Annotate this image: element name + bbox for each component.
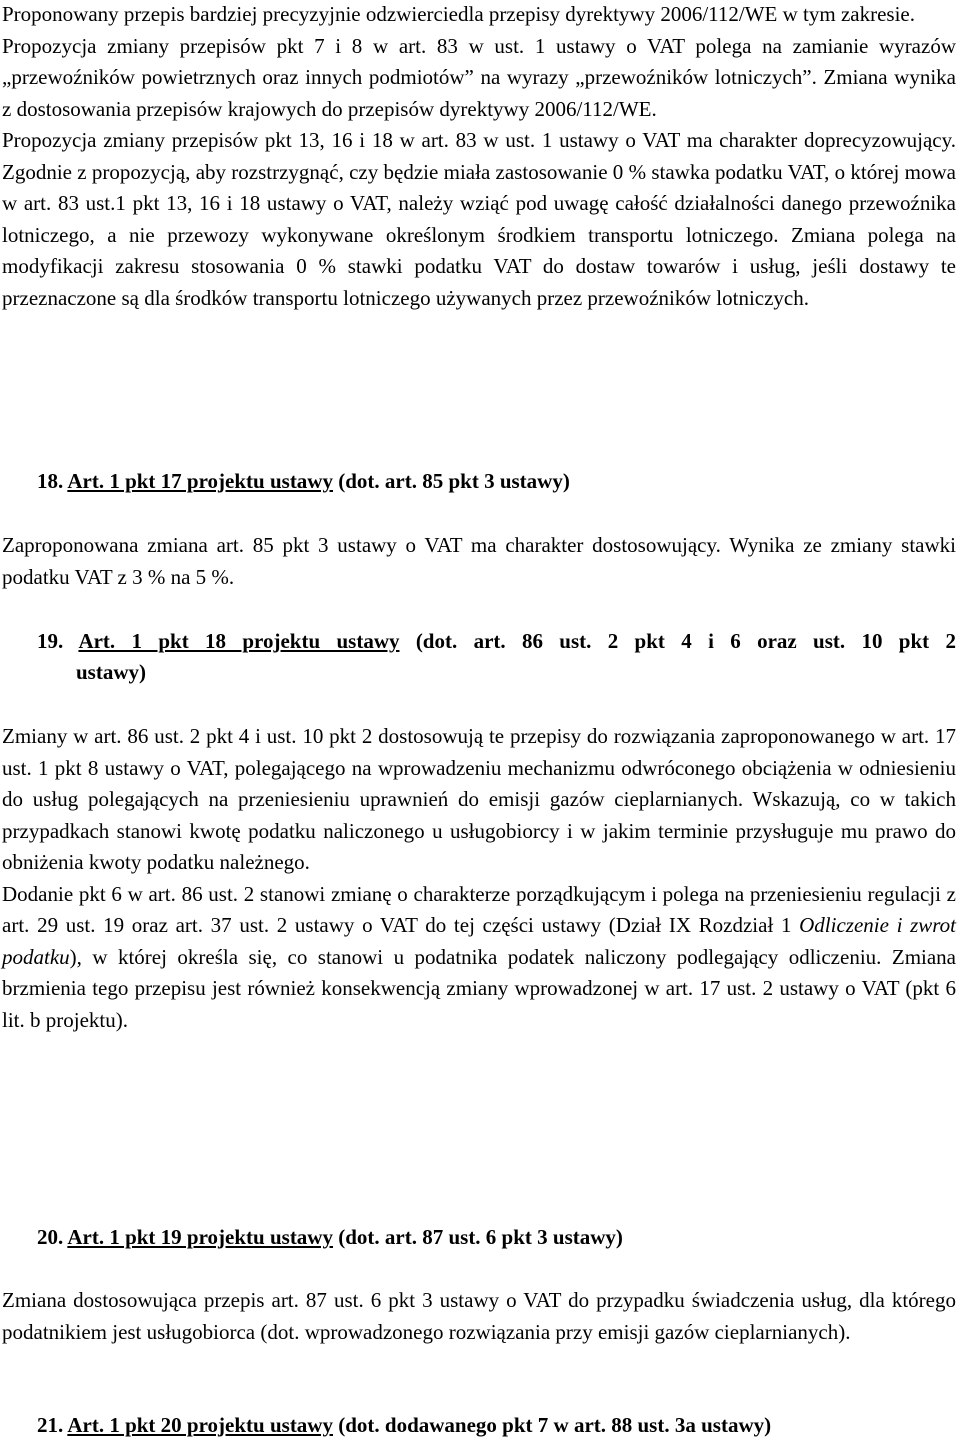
section-number: 19. (37, 629, 64, 653)
section-heading-rest: (dot. dodawanego pkt 7 w art. 88 ust. 3a ustawy) (332, 1413, 772, 1437)
section-heading-18 (37, 466, 570, 498)
section-heading-19 (37, 626, 956, 658)
paragraph: Zaproponowana zmiana art. 85 pkt 3 ustawy o VAT ma charakter dostosowujący. Wynika ze zmiany stawki podatku VAT z 3 % na 5 %. (2, 533, 956, 589)
section-heading-19-cont (76, 657, 146, 689)
section-body-20 (2, 1285, 956, 1348)
section-body-19 (2, 721, 956, 1036)
paragraph: Dodanie pkt 6 w art. 86 ust. 2 stanowi zmianę o charakterze porządkującym i polega na przeniesieniu regulacji z art. 29 ust. 19 oraz art. 37 ust. 2 ustawy o VAT do tej części ustawy (Dział IX Rozdział 1 Odliczenie i zwrot podatku), w której określa się, co stanowi u podatnika podatek naliczony podlegający odliczeniu. Zmiana brzmienia tego przepisu jest również konsekwencją zmiany wprowadzonej w art. 17 ust. 2 ustawy o VAT (pkt 6 lit. b projektu). (2, 881, 956, 1032)
section-link[interactable]: Art. 1 pkt 17 projektu ustawy (67, 469, 333, 493)
section-heading-20 (37, 1222, 623, 1254)
paragraph: Zmiana dostosowująca przepis art. 87 ust. 6 pkt 3 ustawy o VAT do przypadku świadczenia usług, dla którego podatnikiem jest usługobiorca (dot. wprowadzonego rozwiązania przy emisji gazów cieplarnianych). (2, 1288, 956, 1344)
section-heading-rest: ustawy) (76, 660, 147, 684)
section-link[interactable]: Art. 1 pkt 19 projektu ustawy (67, 1225, 333, 1249)
paragraph: Zmiany w art. 86 ust. 2 pkt 4 i ust. 10 pkt 2 dostosowują te przepisy do rozwiązania zaproponowanego w art. 17 ust. 1 pkt 8 ustawy o VAT, polegającego na wprowadzeniu mechanizmu odwróconego obciążenia w odniesieniu do usług polegających na przeniesieniu uprawnień do emisji gazów cieplarnianych. Wskazują, co w takich przypadkach stanowi kwotę podatku naliczonego u usługobiorcy i w jakim terminie przysługuje mu prawo do obniżenia kwoty podatku należnego. (2, 724, 956, 874)
section-link[interactable]: Art. 1 pkt 18 projektu ustawy (78, 629, 400, 653)
paragraph: Propozycja zmiany przepisów pkt 7 i 8 w art. 83 w ust. 1 ustawy o VAT polega na zamianie wyrazów „przewoźników powietrznych oraz innych podmiotów” na wyrazy „przewoźników lotniczych”. Zmiana wynika z dostosowania przepisów krajowych do przepisów dyrektywy 2006/112/WE. (2, 33, 956, 121)
section-number: 20. (37, 1225, 64, 1249)
section-number: 18. (37, 469, 64, 493)
section-link[interactable]: Art. 1 pkt 20 projektu ustawy (67, 1413, 333, 1437)
intro-block (2, 0, 956, 314)
section-body-18 (2, 530, 956, 593)
paragraph: Proponowany przepis bardziej precyzyjnie odzwierciedla przepisy dyrektywy 2006/112/WE w tym zakresie. (2, 2, 915, 26)
section-heading-rest: (dot. art. 86 ust. 2 pkt 4 i 6 oraz ust. 10 pkt 2 (399, 629, 956, 653)
paragraph: Propozycja zmiany przepisów pkt 13, 16 i 18 w art. 83 w ust. 1 ustawy o VAT ma charakter doprecyzowujący. Zgodnie z propozycją, aby rozstrzygnąć, czy będzie miała zastosowanie 0 % stawka podatku VAT, o której mowa w art. 83 ust.1 pkt 13, 16 i 18 ustawy o VAT, należy wziąć pod uwagę całość działalności danego przewoźnika lotniczego, a nie przewozy wykonywane określonym środkiem transportu lotniczego. Zmiana polega na modyfikacji zakresu stosowania 0 % stawki podatku VAT do dostaw towarów i usług, jeśli dostawy te przeznaczone są dla środków transportu lotniczego używanych przez przewoźników lotniczych. (2, 128, 956, 310)
section-heading-21 (37, 1410, 771, 1442)
section-heading-rest: (dot. art. 87 ust. 6 pkt 3 ustawy) (332, 1225, 623, 1249)
italic-title: Odliczenie i zwrot podatku (2, 913, 956, 969)
section-number: 21. (37, 1413, 64, 1437)
section-heading-rest: (dot. art. 85 pkt 3 ustawy) (332, 469, 570, 493)
